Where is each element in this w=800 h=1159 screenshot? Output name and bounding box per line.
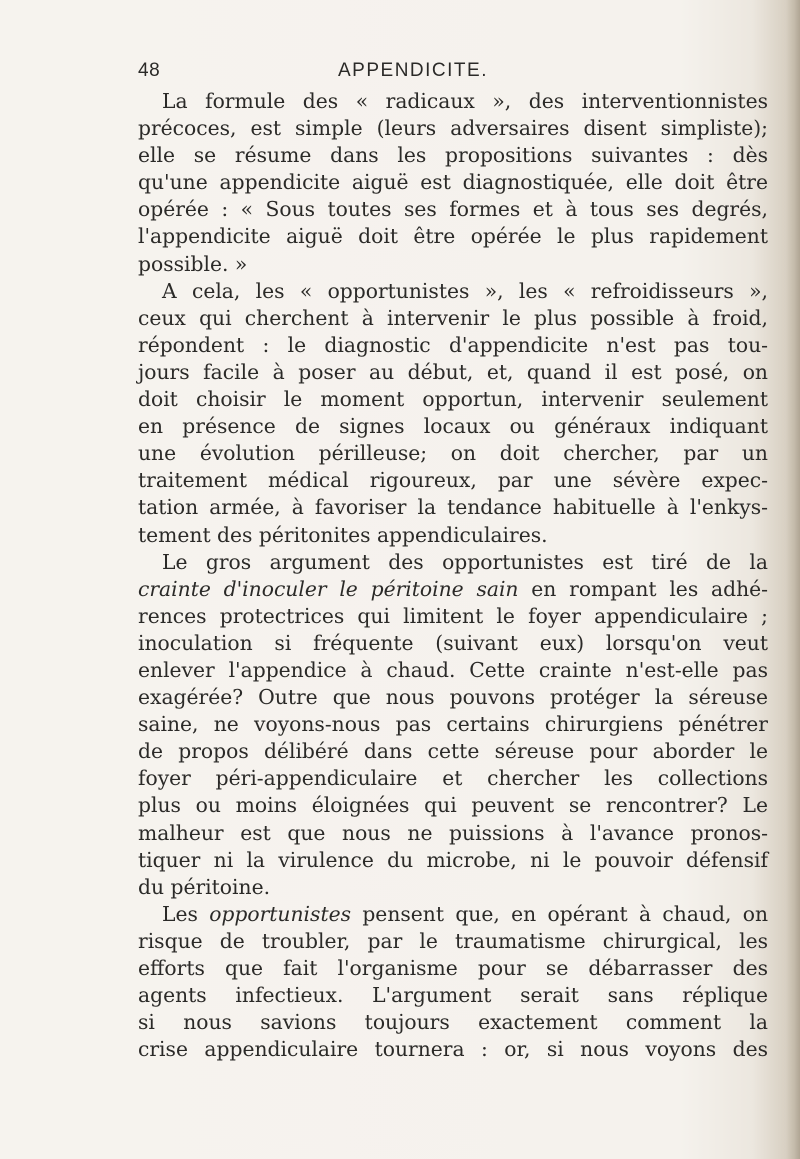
text-span: pensent que, en opérant à chaud, on	[351, 901, 769, 926]
text-line: exagérée? Outre que nous pouvons protéger la séreuse	[138, 685, 768, 710]
text-line: ceux qui cherchent à intervenir le plus possible à froid,	[138, 305, 768, 330]
paragraph-3	[138, 549, 768, 901]
text-line: plus ou moins éloignées qui peuvent se rencontrer? Le	[138, 793, 768, 818]
text-line: tement des péritonites appendiculaires.	[138, 522, 548, 547]
text-line: opérée : « Sous toutes ses formes et à tous ses degrés,	[138, 197, 768, 222]
text-line: efforts que fait l'organisme pour se débarrasser des	[138, 956, 768, 980]
text-line: rences protectrices qui limitent le foyer appendiculaire ;	[138, 603, 768, 628]
text-line: du péritoine.	[138, 874, 271, 899]
text-line: l'appendicite aiguë doit être opérée le plus rapidement	[138, 224, 768, 249]
text-line-mixed	[138, 901, 768, 928]
text-span: en rompant les adhé-	[518, 576, 768, 601]
text-line: si nous savions toujours exactement comment la	[138, 1010, 768, 1035]
text-line: elle se résume dans les propositions suivantes : dès	[138, 143, 768, 168]
text-line: de propos délibéré dans cette séreuse pour aborder le	[138, 739, 768, 764]
text-line: en présence de signes locaux ou généraux indiquant	[138, 414, 768, 439]
text-line: saine, ne voyons-nous pas certains chirurgiens pénétrer	[138, 712, 768, 737]
paragraph-1	[138, 88, 768, 278]
text-line: Le gros argument des opportunistes est tiré de la	[162, 549, 768, 574]
text-line: risque de troubler, par le traumatisme chirurgical, les	[138, 928, 768, 953]
text-line: qu'une appendicite aiguë est diagnostiquée, elle doit être	[138, 170, 768, 195]
text-line: tation armée, à favoriser la tendance habituelle à l'enkys-	[138, 495, 768, 520]
text-line: jours facile à poser au début, et, quand il est posé, on	[138, 359, 768, 384]
text-line: malheur est que nous ne puissions à l'avance pronos-	[138, 820, 768, 845]
text-line: inoculation si fréquente (suivant eux) lorsqu'on veut	[138, 630, 768, 655]
text-line: répondent : le diagnostic d'appendicite n'est pas tou-	[138, 332, 768, 357]
text-line-mixed	[138, 576, 768, 603]
text-line: crise appendiculaire tournera : or, si nous voyons des	[138, 1037, 768, 1062]
text-line: foyer péri-appendiculaire et chercher les collections	[138, 766, 768, 791]
text-line: une évolution périlleuse; on doit chercher, par un	[138, 441, 768, 466]
text-line: La formule des « radicaux », des interventionnistes	[162, 89, 768, 113]
text-line: précoces, est simple (leurs adversaires disent simpliste);	[138, 116, 768, 141]
paragraph-4	[138, 901, 768, 1064]
text-span: Les	[162, 901, 210, 926]
text-line: agents infectieux. L'argument serait sans réplique	[138, 983, 768, 1008]
text-line: traitement médical rigoureux, par une sévère expec-	[138, 468, 768, 493]
text-line: tiquer ni la virulence du microbe, ni le pouvoir défensif	[138, 847, 768, 872]
body-text	[138, 88, 768, 1063]
paragraph-2	[138, 278, 768, 549]
running-title: APPENDICITE.	[338, 60, 488, 81]
page-number: 48	[138, 60, 161, 81]
page-edge-shadow	[786, 0, 800, 1159]
text-line: A cela, les « opportunistes », les « refroidisseurs »,	[162, 278, 768, 303]
running-head	[138, 60, 778, 84]
text-line: possible. »	[138, 251, 248, 276]
italic-phrase: crainte d'inoculer le péritoine sain	[138, 576, 519, 601]
italic-phrase: opportunistes	[209, 901, 352, 926]
text-line: enlever l'appendice à chaud. Cette crainte n'est-elle pas	[138, 657, 768, 682]
text-line: doit choisir le moment opportun, intervenir seulement	[138, 387, 768, 412]
